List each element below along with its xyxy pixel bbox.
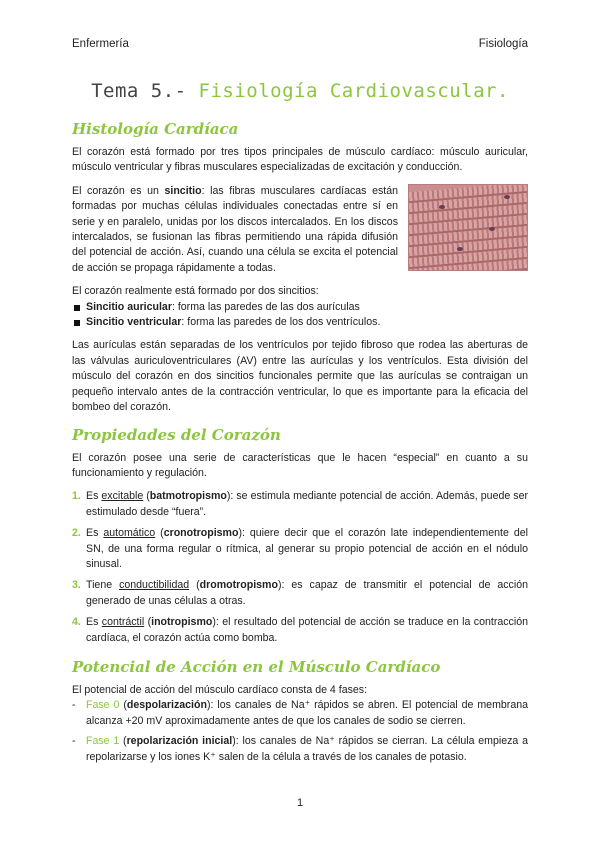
section-heading-potencial: Potencial de Acción en el Músculo Cardíaco <box>72 657 441 676</box>
paragraph-sincitio: El corazón es un sincitio: las fibras musculares cardíacas están formadas por muchas células individuales conectadas entre sí en serie y en paralelo, unidas por los discos intercalados. En los discos intercalados, se fusionan las fibras permitiendo una rápida difusión del potencial de acción. Así, cuando una célula se excita el potencial de acción se propaga rápidamente a todas. <box>72 184 398 274</box>
list-item: 1. Es excitable (batmotropismo): se estimula mediante potencial de acción. Además, puede ser estimulado desde “fuera”. <box>72 490 528 518</box>
properties-list <box>72 489 528 646</box>
paragraph: El potencial de acción del músculo cardíaco consta de 4 fases: <box>72 683 368 696</box>
paragraph: El corazón posee una serie de características que le hacen “especial” en cuanto a su funcionamiento y regulación. <box>72 451 528 479</box>
paragraph: El corazón realmente está formado por dos sincitios: <box>72 285 319 298</box>
page-title <box>0 80 600 102</box>
sincitio-block <box>72 184 528 284</box>
paragraph: El corazón está formado por tres tipos principales de músculo cardíaco: músculo auricular, músculo ventricular y fibras musculares especializadas de excitación y conducción. <box>72 146 528 174</box>
header-right: Fisiología <box>478 38 528 50</box>
title-rest: Fisiología Cardiovascular. <box>198 80 509 102</box>
list-item: 2. Es automático (cronotropismo): quiere decir que el corazón late independientemente del SN, de una forma regular o rítmica, al generar su propio potencial de acción en el nódulo sinusal. <box>72 527 528 570</box>
list-item: - Fase 1 (repolarización inicial): los canales de Na⁺ rápidos se cierran. La célula empieza a repolarizarse y los iones K⁺ salen de la célula a través de los canales de potasio. <box>72 734 528 765</box>
section-heading-propiedades: Propiedades del Corazón <box>72 425 281 444</box>
section-heading-histologia: Histología Cardíaca <box>72 120 239 138</box>
header-left: Enfermería <box>72 38 129 50</box>
title-lead: Tema 5.- <box>91 80 199 102</box>
sincitios-list <box>72 300 528 331</box>
list-item: Sincitio auricular: forma las paredes de las dos aurículas <box>72 300 528 315</box>
paragraph: Las aurículas están separadas de los ventrículos por tejido fibroso que rodea las aberturas de las válvulas auriculoventriculares (AV) entre las aurículas y los ventrículos. Esta división del músculo del corazón en dos sincitios funcionales permite que las aurículas se contraigan un pequeño intervalo antes de la contracción ventricular, lo que es importante para la eficacia del bombeo del corazón. <box>72 339 528 414</box>
cardiac-muscle-image <box>408 184 528 271</box>
phases-list <box>72 698 528 765</box>
list-item: 3. Tiene conductibilidad (dromotropismo): es capaz de transmitir el potencial de acción generado de unas células a otras. <box>72 579 528 607</box>
document-body <box>72 118 528 770</box>
list-item: 4. Es contráctil (inotropismo): el resultado del potencial de acción se traduce en la contracción cardíaca, el corazón actúa como bomba. <box>72 616 528 644</box>
page-number: 1 <box>296 797 304 809</box>
list-item: - Fase 0 (despolarización): los canales de Na⁺ rápidos se abren. El potencial de membrana alcanza +20 mV aproximadamente antes de que los canales de sodio se cierren. <box>72 698 528 729</box>
list-item: Sincitio ventricular: forma las paredes de los dos ventrículos. <box>72 315 528 330</box>
